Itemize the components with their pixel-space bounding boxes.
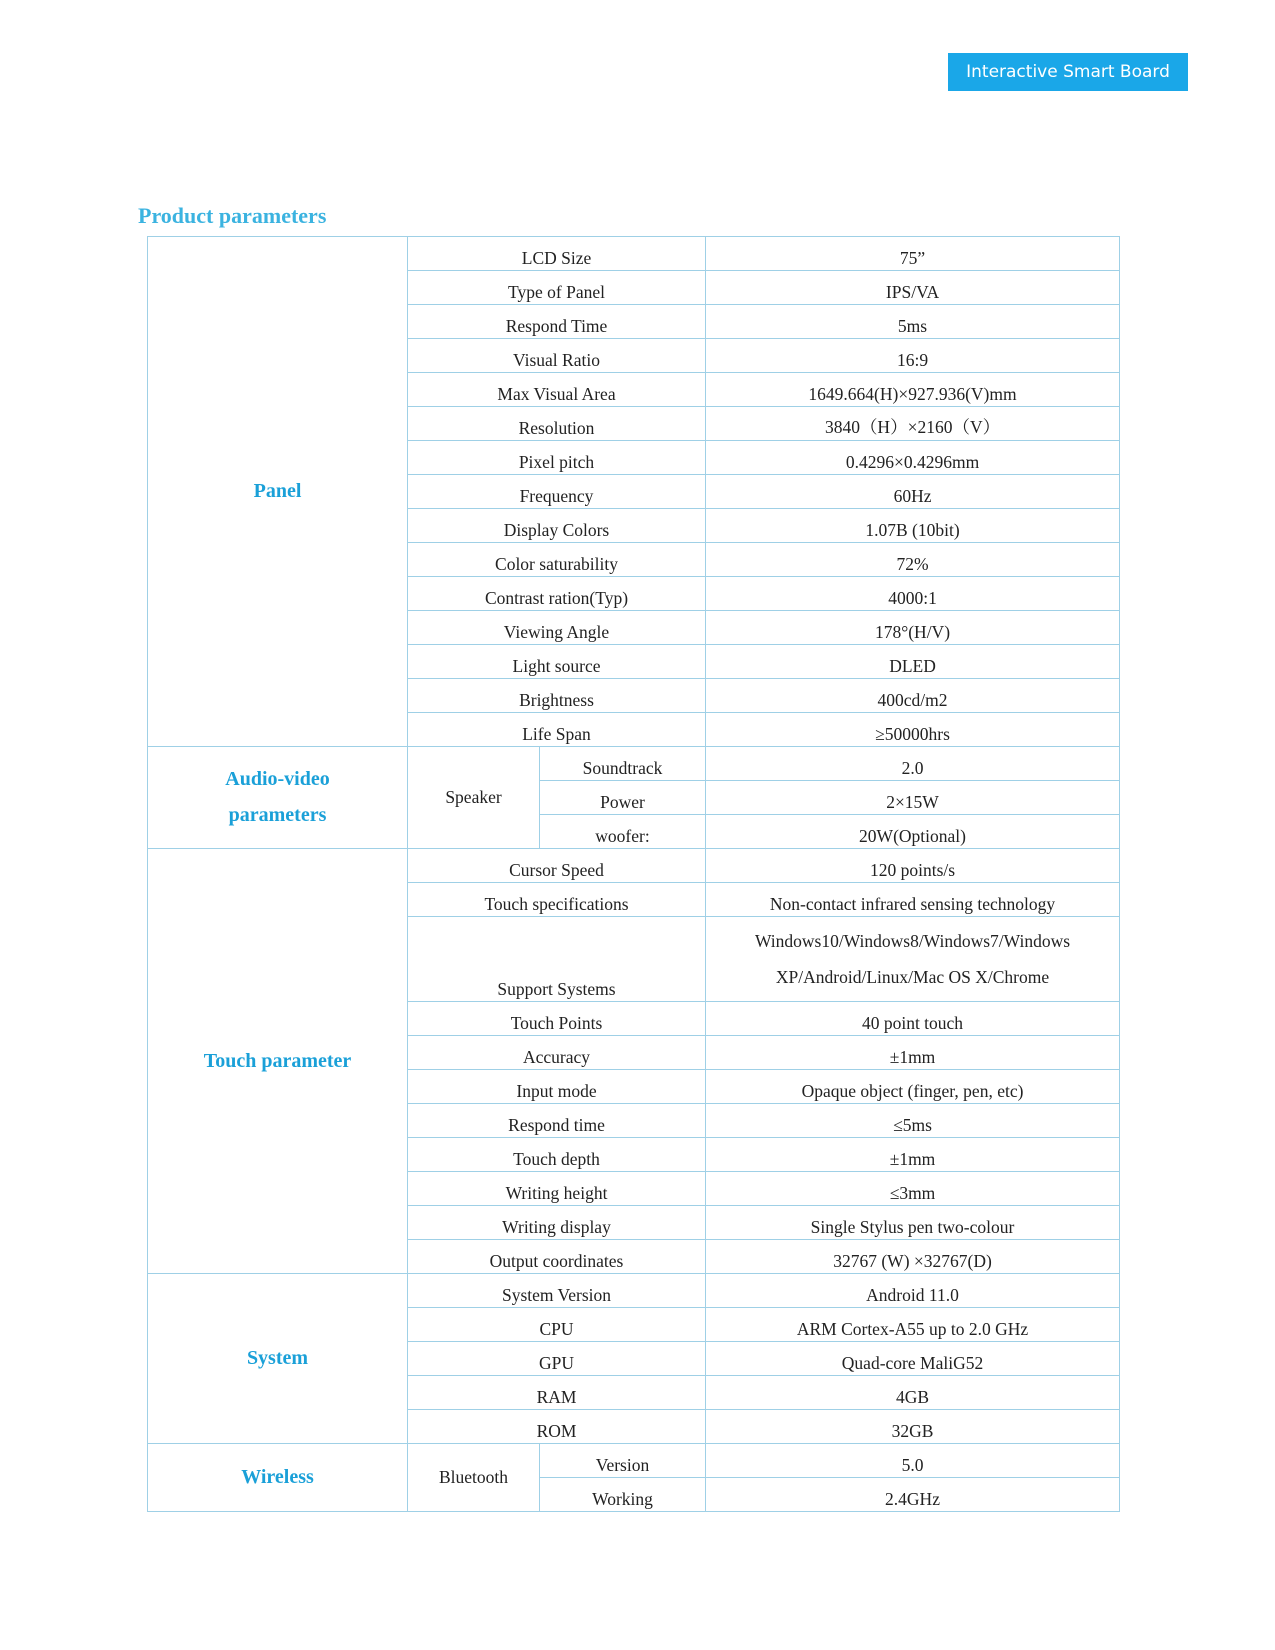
- spec-value: Android 11.0: [706, 1274, 1120, 1308]
- spec-value: 72%: [706, 543, 1120, 577]
- section-label-text: Audio-video: [225, 768, 330, 790]
- group-label-wireless: Bluetooth: [408, 1444, 540, 1512]
- spec-value: 32767 (W) ×32767(D): [706, 1240, 1120, 1274]
- header-banner: Interactive Smart Board: [948, 53, 1188, 91]
- section-label-panel: [148, 237, 408, 747]
- spec-name: System Version: [408, 1274, 706, 1308]
- spec-value: 20W(Optional): [706, 815, 1120, 849]
- spec-name: Writing height: [408, 1172, 706, 1206]
- spec-value: 1.07B (10bit): [706, 509, 1120, 543]
- section-label-text: parameters: [228, 804, 327, 826]
- spec-name: Display Colors: [408, 509, 706, 543]
- spec-value: 1649.664(H)×927.936(V)mm: [706, 373, 1120, 407]
- spec-value: [706, 917, 1120, 1002]
- spec-name: Viewing Angle: [408, 611, 706, 645]
- spec-value: 2×15W: [706, 781, 1120, 815]
- spec-name: Touch depth: [408, 1138, 706, 1172]
- table-row: [148, 1274, 1120, 1308]
- spec-value: 400cd/m2: [706, 679, 1120, 713]
- spec-name: Version: [540, 1444, 706, 1478]
- spec-value: 2.4GHz: [706, 1478, 1120, 1512]
- spec-name: Working: [540, 1478, 706, 1512]
- section-label-audio: [148, 747, 408, 849]
- spec-name: Max Visual Area: [408, 373, 706, 407]
- spec-name: RAM: [408, 1376, 706, 1410]
- spec-name: Frequency: [408, 475, 706, 509]
- spec-value: 60Hz: [706, 475, 1120, 509]
- spec-name: Visual Ratio: [408, 339, 706, 373]
- spec-value: DLED: [706, 645, 1120, 679]
- spec-name: Color saturability: [408, 543, 706, 577]
- table-row: [148, 849, 1120, 883]
- spec-name: GPU: [408, 1342, 706, 1376]
- page-title: Product parameters: [138, 203, 327, 228]
- spec-name: Light source: [408, 645, 706, 679]
- spec-name: Cursor Speed: [408, 849, 706, 883]
- spec-name: Life Span: [408, 713, 706, 747]
- section-label-wireless: [148, 1444, 408, 1512]
- spec-name: Pixel pitch: [408, 441, 706, 475]
- section-label-text: Touch parameter: [203, 1049, 352, 1072]
- spec-value: Opaque object (finger, pen, etc): [706, 1070, 1120, 1104]
- spec-name: Input mode: [408, 1070, 706, 1104]
- spec-value-line: Windows10/Windows8/Windows7/Windows: [754, 931, 1071, 951]
- spec-name: Respond time: [408, 1104, 706, 1138]
- table-row: [148, 237, 1120, 271]
- spec-name: Type of Panel: [408, 271, 706, 305]
- spec-value: IPS/VA: [706, 271, 1120, 305]
- spec-value: 75”: [706, 237, 1120, 271]
- spec-value: 2.0: [706, 747, 1120, 781]
- spec-value: 4GB: [706, 1376, 1120, 1410]
- spec-value: 178°(H/V): [706, 611, 1120, 645]
- spec-table: [147, 236, 1120, 1512]
- spec-value: Non-contact infrared sensing technology: [706, 883, 1120, 917]
- spec-value: 5.0: [706, 1444, 1120, 1478]
- section-label-touch: [148, 849, 408, 1274]
- spec-name: Touch Points: [408, 1002, 706, 1036]
- spec-name: Output coordinates: [408, 1240, 706, 1274]
- spec-value-line: XP/Android/Linux/Mac OS X/Chrome: [775, 967, 1050, 987]
- spec-name: Accuracy: [408, 1036, 706, 1070]
- spec-value: ≥50000hrs: [706, 713, 1120, 747]
- spec-name: Respond Time: [408, 305, 706, 339]
- spec-name: Soundtrack: [540, 747, 706, 781]
- spec-name: Touch specifications: [408, 883, 706, 917]
- spec-name: Support Systems: [408, 917, 706, 1002]
- section-label-system: [148, 1274, 408, 1444]
- section-label-text: System: [246, 1347, 309, 1369]
- spec-value: 120 points/s: [706, 849, 1120, 883]
- spec-name: woofer:: [540, 815, 706, 849]
- spec-value: ARM Cortex-A55 up to 2.0 GHz: [706, 1308, 1120, 1342]
- group-label-audio: Speaker: [408, 747, 540, 849]
- spec-name: Contrast ration(Typ): [408, 577, 706, 611]
- table-row: [148, 747, 1120, 781]
- spec-value: ≤3mm: [706, 1172, 1120, 1206]
- spec-name: CPU: [408, 1308, 706, 1342]
- spec-value: ±1mm: [706, 1138, 1120, 1172]
- spec-value: 0.4296×0.4296mm: [706, 441, 1120, 475]
- spec-value: 32GB: [706, 1410, 1120, 1444]
- spec-value: 40 point touch: [706, 1002, 1120, 1036]
- spec-value: Quad-core MaliG52: [706, 1342, 1120, 1376]
- spec-name: Resolution: [408, 407, 706, 441]
- section-label-text: Wireless: [241, 1466, 314, 1488]
- spec-name: LCD Size: [408, 237, 706, 271]
- spec-value: 16:9: [706, 339, 1120, 373]
- spec-value: 5ms: [706, 305, 1120, 339]
- spec-value: 3840（H）×2160（V）: [706, 407, 1120, 441]
- spec-name: Brightness: [408, 679, 706, 713]
- spec-value: 4000:1: [706, 577, 1120, 611]
- spec-value: ±1mm: [706, 1036, 1120, 1070]
- spec-name: Writing display: [408, 1206, 706, 1240]
- spec-name: Power: [540, 781, 706, 815]
- spec-name: ROM: [408, 1410, 706, 1444]
- spec-value: Single Stylus pen two-colour: [706, 1206, 1120, 1240]
- table-row: [148, 1444, 1120, 1478]
- section-label-text: Panel: [253, 480, 302, 502]
- spec-value: ≤5ms: [706, 1104, 1120, 1138]
